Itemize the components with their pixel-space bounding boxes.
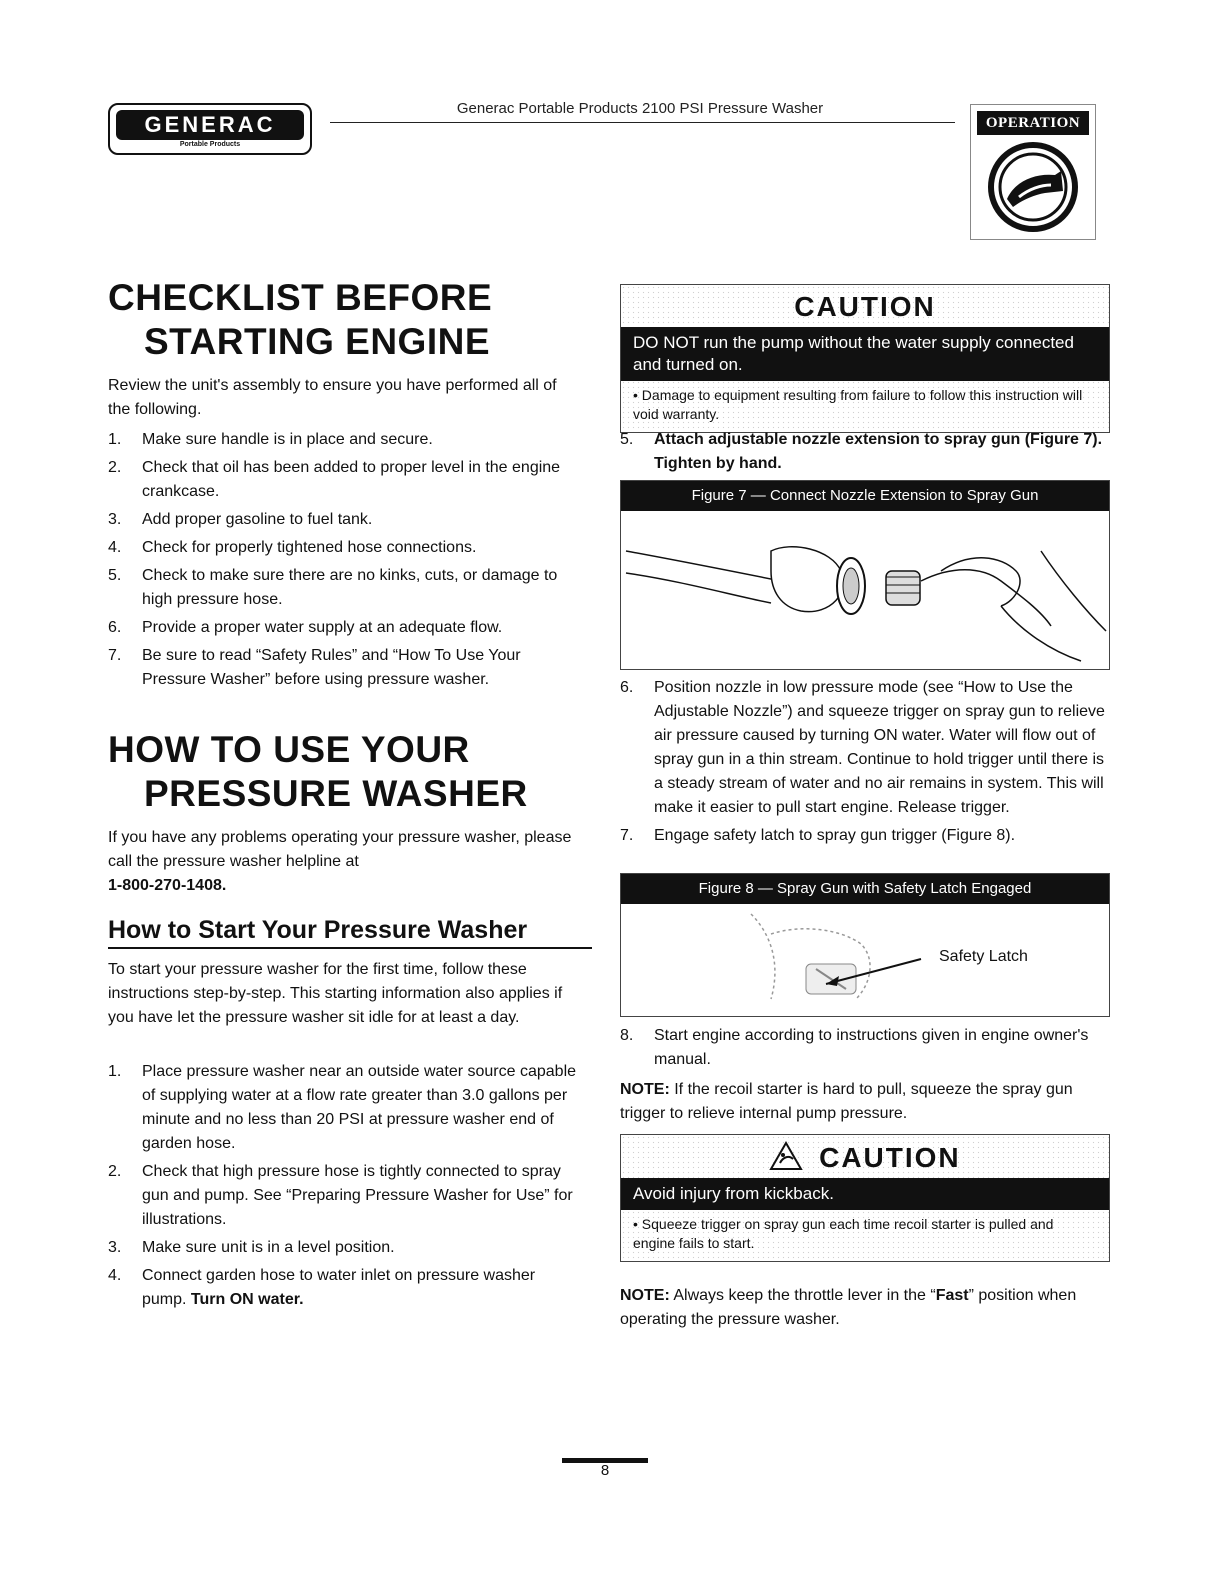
list-item: 4. Connect garden hose to water inlet on pressure washer pump. Turn ON water. [108,1267,536,1308]
caution-box-water [620,284,1110,433]
list-item: 5. Attach adjustable nozzle extension to spray gun (Figure 7). Tighten by hand. [620,431,1103,472]
howto-intro: If you have any problems operating your pressure washer, please call the pressure washer helpline at 1-800-270-1408. [108,829,572,894]
start-list [108,1060,583,1316]
caution-bullet: • Damage to equipment resulting from failure to follow this instruction will void warranty. [633,387,1083,422]
list-item: 2. Check that high pressure hose is tightly connected to spray gun and pump. See “Preparing Pressure Washer for Use” for illustrations. [108,1163,573,1228]
list-item: 3. Make sure unit is in a level position. [108,1239,395,1256]
caution-title: CAUTION [794,291,936,322]
logo-text: GENERAC [116,110,304,140]
kickback-warning-icon [769,1141,803,1171]
howto-heading-line2: PRESSURE WASHER [144,773,528,814]
note-throttle: NOTE: Always keep the throttle lever in the “Fast” position when operating the pressure washer. [620,1287,1077,1328]
spray-gun-safety-latch-illustration [621,904,1109,1014]
helpline-number: 1-800-270-1408. [108,877,227,894]
checklist-list [108,428,583,696]
safety-latch-callout: Safety Latch [939,948,1028,965]
logo-subtitle: Portable Products [179,141,241,148]
list-item: 7. Be sure to read “Safety Rules” and “How To Use Your Pressure Washer” before using pressure washer. [108,647,521,688]
figure-7-caption: Figure 7 — Connect Nozzle Extension to Spray Gun [621,481,1109,511]
header-divider [330,122,955,123]
operation-tab [970,104,1096,240]
figure-7 [620,480,1110,670]
figure-8 [620,873,1110,1017]
header-title: Generac Portable Products 2100 PSI Pressure Washer [456,100,824,117]
checklist-heading [108,276,588,364]
start-heading: How to Start Your Pressure Washer [108,916,592,949]
caution-title-row: CAUTION [621,1135,1109,1178]
nozzle-extension-illustration [621,511,1109,667]
steps-6-7 [620,676,1108,852]
list-item: 4. Check for properly tightened hose connections. [108,539,477,556]
start-intro: To start your pressure washer for the first time, follow these instructions step-by-step. This starting information also applies if you have let the pressure washer sit idle for at least a day. [108,961,563,1026]
howto-heading [108,728,588,816]
checklist-heading-line2: STARTING ENGINE [144,321,490,362]
list-item: 7. Engage safety latch to spray gun trigger (Figure 8). [620,827,1016,844]
list-item: 8. Start engine according to instructions given in engine owner's manual. [620,1027,1089,1068]
list-item: 1. Make sure handle is in place and secure. [108,431,433,448]
operation-icon [985,141,1081,233]
howto-heading-line1: HOW TO USE YOUR [108,729,470,770]
list-item: 6. Position nozzle in low pressure mode (see “How to Use the Adjustable Nozzle”) and squeeze trigger on spray gun to relieve air pressure caused by turning ON water. Water will flow out of spray gun in a thin stream. Continue to hold trigger until there is a steady stream of water and no air remains in system. This will make it easier to pull start engine. Release trigger. [620,679,1105,816]
page-number: 8 [600,1462,610,1479]
checklist-heading-line1: CHECKLIST BEFORE [108,277,493,318]
operation-label: OPERATION [977,111,1089,135]
caution-message: Avoid injury from kickback. [621,1178,1109,1210]
step8 [620,1024,1108,1076]
list-item: 6. Provide a proper water supply at an adequate flow. [108,619,503,636]
caution-box-kickback [620,1134,1110,1262]
figure-8-caption: Figure 8 — Spray Gun with Safety Latch Engaged [621,874,1109,904]
list-item: 2. Check that oil has been added to proper level in the engine crankcase. [108,459,561,500]
list-item: 5. Check to make sure there are no kinks, cuts, or damage to high pressure hose. [108,567,558,608]
caution-bullet: • Squeeze trigger on spray gun each time recoil starter is pulled and engine fails to start. [633,1216,1054,1251]
generac-logo [108,103,312,155]
note-recoil: NOTE: If the recoil starter is hard to pull, squeeze the spray gun trigger to relieve internal pump pressure. [620,1081,1073,1122]
list-item: 1. Place pressure washer near an outside water source capable of supplying water at a flow rate greater than 3.0 gallons per minute and no less than 20 PSI at pressure washer end of garden hose. [108,1063,577,1152]
caution-message: DO NOT run the pump without the water supply connected and turned on. [621,327,1109,381]
list-item: 3. Add proper gasoline to fuel tank. [108,511,373,528]
step5 [620,428,1108,480]
checklist-intro: Review the unit's assembly to ensure you have performed all of the following. [108,377,557,418]
